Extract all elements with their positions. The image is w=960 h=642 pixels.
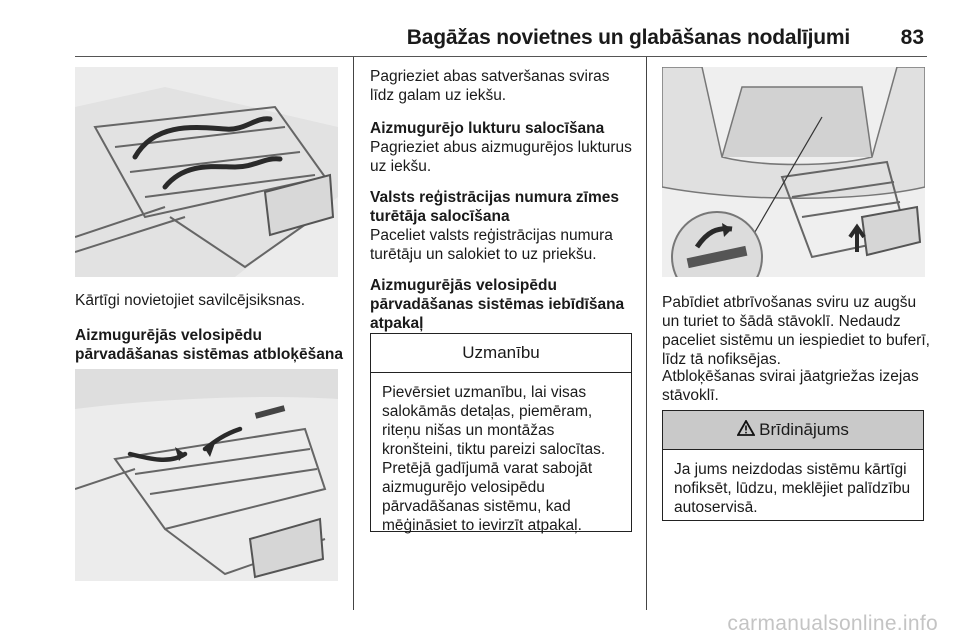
column-divider-2 xyxy=(646,57,647,610)
paragraph-lights: Pagrieziet abus aizmugurējos lukturus uz iekšu. xyxy=(370,139,632,175)
paragraph-release-lever: Pabīdiet atbrīvošanas sviru uz augšu un turiet to šādā stāvoklī. Nedaudz paceliet sistēmu un iespiediet to buferī, līdz tā nofiksējas. xyxy=(662,294,930,368)
column-divider-1 xyxy=(353,57,354,610)
warning-triangle-icon xyxy=(737,420,755,441)
warning-title: Brīdinājums xyxy=(663,411,923,450)
page-number: 83 xyxy=(900,26,924,49)
warning-box xyxy=(662,410,924,521)
caution-title: Uzmanību xyxy=(371,334,631,373)
figure-straps-illustration xyxy=(75,67,338,277)
caution-box xyxy=(370,333,632,532)
page-title: Bagāžas novietnes un glabāšanas nodalījumi xyxy=(406,26,850,49)
watermark: carmanualsonline.info xyxy=(727,612,938,635)
paragraph-rotate-levers: Pagrieziet abas satveršanas sviras līdz galam uz iekšu. xyxy=(370,68,610,104)
header-divider xyxy=(75,56,927,57)
section-heading-lights: Aizmugurējo lukturu salocīšana xyxy=(370,120,605,137)
caution-body: Pievērsiet uzmanību, lai visas salokāmās detaļas, piemēram, riteņu nišas un montāžas kronšteini, tiktu pareizi salocītas. Pretējā gadījumā varat sabojāt aizmugurējo velosipēdu pārvadāšanas sistēmu, kad mēģināsiet to ievirzīt atpakaļ. xyxy=(382,384,606,534)
figure-release-lever-illustration xyxy=(662,67,925,277)
paragraph-plate: Paceliet valsts reģistrācijas numura turētāju un salokiet to uz priekšu. xyxy=(370,227,613,263)
section-heading-unlock: Aizmugurējās velosipēdu pārvadāšanas sistēmas atbloķēšana xyxy=(75,327,343,363)
paragraph-lever-return: Atbloķēšanas svirai jāatgriežas izejas stāvoklī. xyxy=(662,368,919,404)
section-heading-plate: Valsts reģistrācijas numura zīmes turētāja salocīšana xyxy=(370,189,619,225)
figure-unlock-illustration xyxy=(75,369,338,581)
figure-caption: Kārtīgi novietojiet savilcējsiksnas. xyxy=(75,292,306,309)
section-heading-retract: Aizmugurējās velosipēdu pārvadāšanas sistēmas iebīdīšana atpakaļ xyxy=(370,277,625,332)
warning-body: Ja jums neizdodas sistēmu kārtīgi nofiksēt, lūdzu, meklējiet palīdzību autoservisā. xyxy=(674,461,911,516)
